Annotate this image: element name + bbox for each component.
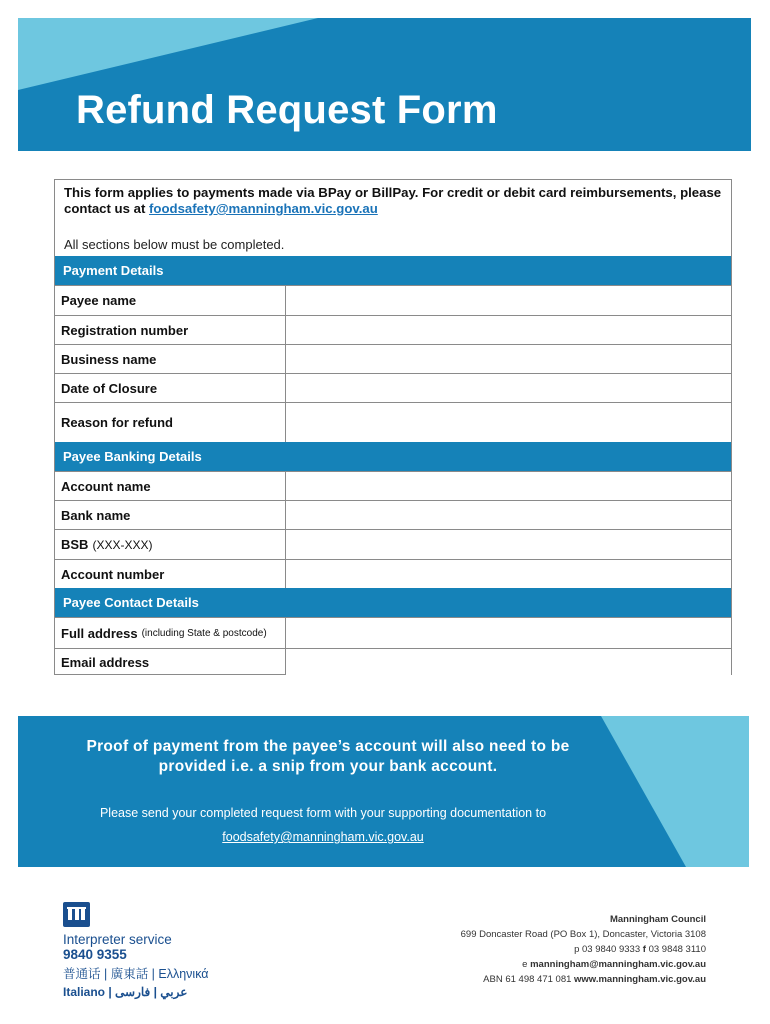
interpreter-title: Interpreter service <box>63 932 172 947</box>
callout-send-text: Please send your completed request form with your supporting documentation to <box>99 806 547 820</box>
form-row <box>55 344 731 373</box>
interpreter-languages-line2: Italiano | عربي | فارسی <box>63 985 188 999</box>
intro-text <box>64 185 729 217</box>
page-title: Refund Request Form <box>76 88 498 132</box>
council-email-line <box>461 957 706 972</box>
council-phone-fax <box>461 942 706 957</box>
all-sections-note: All sections below must be completed. <box>64 237 285 252</box>
full-address-label <box>61 618 267 648</box>
registration-number-label: Registration number <box>61 322 189 338</box>
intro-body: This form applies to payments made via BPay or BillPay. For credit or debit card reimbursements, please contact us at <box>64 185 722 216</box>
section-banking-details: Payee Banking Details <box>55 442 731 471</box>
interpreter-phone[interactable]: 9840 9355 <box>63 947 127 962</box>
callout-heading-line1: Proof of payment from the payee’s account will also need to be <box>86 738 570 755</box>
council-abn: ABN 61 498 471 081 <box>483 974 572 985</box>
proof-of-payment-callout <box>18 716 749 867</box>
fax-prefix: f <box>642 944 646 955</box>
council-phone[interactable]: 03 9840 9333 <box>582 944 641 955</box>
account-number-label: Account number <box>61 566 165 582</box>
account-name-label: Account name <box>61 478 151 494</box>
form-row <box>55 617 731 648</box>
bank-name-label: Bank name <box>61 507 131 523</box>
business-name-field[interactable] <box>285 345 731 373</box>
full-address-hint: (including State & postcode) <box>141 627 267 639</box>
bank-name-field[interactable] <box>285 501 731 529</box>
reason-for-refund-field[interactable] <box>285 403 731 442</box>
council-name: Manningham Council <box>609 914 706 925</box>
bsb-hint: (XXX-XXX) <box>92 537 153 552</box>
full-address-label-text: Full address <box>61 625 138 641</box>
full-address-field[interactable] <box>285 618 731 648</box>
council-address: 699 Doncaster Road (PO Box 1), Doncaster, Victoria 3108 <box>460 929 706 940</box>
callout-heading-line2: provided i.e. a snip from your bank account. <box>158 758 498 775</box>
form-row <box>55 402 731 442</box>
council-email[interactable]: manningham@manningham.vic.gov.au <box>530 959 706 970</box>
header-banner <box>18 18 751 151</box>
form-row <box>55 648 731 675</box>
interpreter-service <box>63 902 209 999</box>
council-abn-website <box>461 972 706 987</box>
interpreter-languages-line1: 普通话 | 廣東話 | Ελληνικά <box>63 967 209 981</box>
date-of-closure-field[interactable] <box>285 374 731 402</box>
phone-prefix: p <box>574 944 580 955</box>
form-row <box>55 471 731 500</box>
payee-name-label: Payee name <box>61 293 137 308</box>
interpreter-service-logo-icon <box>63 902 90 927</box>
date-of-closure-label: Date of Closure <box>61 380 158 396</box>
bsb-label-text: BSB <box>61 537 89 552</box>
form-row <box>55 500 731 529</box>
section-contact-details: Payee Contact Details <box>55 588 731 617</box>
form-row <box>55 315 731 344</box>
form-row <box>55 529 731 559</box>
callout-email-link[interactable]: foodsafety@manningham.vic.gov.au <box>222 830 424 844</box>
bsb-field[interactable] <box>285 530 731 559</box>
council-website[interactable]: www.manningham.vic.gov.au <box>574 974 706 985</box>
council-contact <box>461 912 706 987</box>
email-address-field[interactable] <box>285 649 731 675</box>
reason-for-refund-label: Reason for refund <box>61 415 173 430</box>
intro-email-link[interactable]: foodsafety@manningham.vic.gov.au <box>149 201 378 216</box>
callout-email <box>18 830 628 844</box>
account-name-field[interactable] <box>285 472 731 500</box>
email-address-label: Email address <box>61 654 150 670</box>
form-row <box>55 285 731 315</box>
account-number-field[interactable] <box>285 560 731 588</box>
email-prefix: e <box>522 959 528 970</box>
bsb-label <box>61 530 152 559</box>
council-fax: 03 9848 3110 <box>648 944 706 955</box>
form-row <box>55 373 731 402</box>
callout-heading <box>18 737 638 777</box>
section-payment-details: Payment Details <box>55 256 731 285</box>
payee-name-field[interactable] <box>285 286 731 315</box>
business-name-label: Business name <box>61 351 157 367</box>
registration-number-field[interactable] <box>285 316 731 344</box>
form-row <box>55 559 731 588</box>
refund-form <box>54 179 732 675</box>
